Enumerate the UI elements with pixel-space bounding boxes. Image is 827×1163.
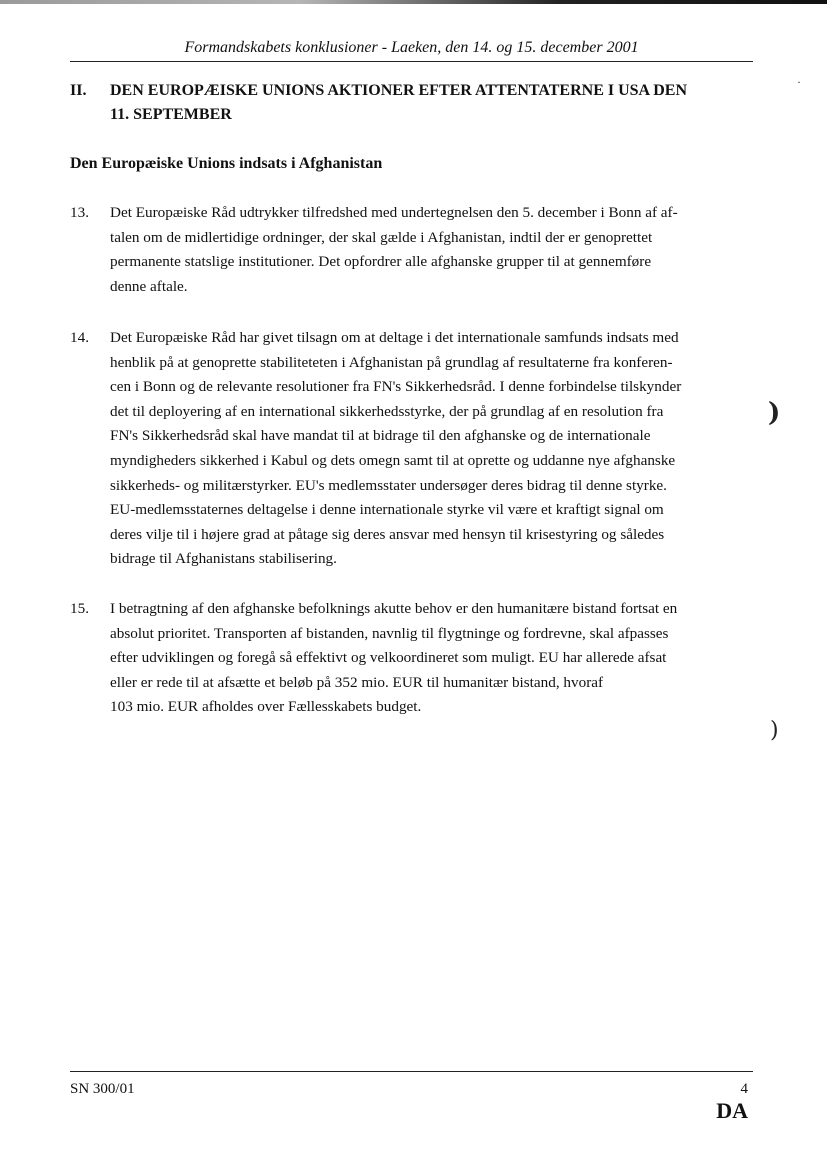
paragraph-line: sikkerheds- og militærstyrker. EU's medlemsstater undersøger deres bidrag til denne styrke. [110, 476, 667, 494]
language-code: DA [716, 1098, 748, 1123]
paragraph-line: I betragtning af den afghanske befolknings akutte behov er den humanitære bistand fortsat en [110, 600, 678, 617]
paragraph-line: 103 mio. EUR afholdes over Fællesskabets budget. [110, 698, 422, 716]
paragraph-line: henblik på at genoprette stabiliteteten i Afghanistan på grundlag af resultaterne fra konferen- [110, 353, 673, 371]
section-number: II. [70, 82, 87, 99]
scan-mark-bracket-small: ) [770, 718, 779, 743]
paragraph-13 [110, 201, 754, 299]
scan-top-border [0, 0, 827, 4]
scan-mark-bracket: ) [768, 398, 781, 428]
paragraph-line: EU-medlemsstaternes deltagelse i denne internationale styrke vil være et kraftigt signal om [110, 501, 664, 519]
paragraph-line: Det Europæiske Råd udtrykker tilfredshed med undertegnelsen den 5. december i Bonn af af- [110, 204, 678, 221]
paragraph-line: efter udviklingen og foregå så effektivt og velkoordineret som muligt. EU har allerede afsat [110, 649, 667, 667]
paragraph-line: det til deployering af en international sikkerhedsstyrke, der på grundlag af en resolution fra [110, 402, 664, 420]
paragraph-line: absolut prioritet. Transporten af bistanden, navnlig til flygtninge og fordrevne, skal afpasses [110, 624, 669, 642]
paragraph-14 [110, 326, 754, 572]
paragraph-number: 15. [70, 600, 89, 617]
header-rule [70, 61, 753, 62]
section-title [110, 79, 750, 127]
page-number: 4 [740, 1081, 748, 1097]
paragraph-line: permanente statslige institutioner. Det opfordrer alle afghanske grupper til at gennemføre [110, 253, 652, 271]
paragraph-line: myndigheders sikkerhed i Kabul og dets omegn samt til at oprette og uddanne nye afghanske [110, 451, 676, 469]
section-title-line-2: 11. SEPTEMBER [110, 106, 232, 123]
scan-mark-dot: ˙ [796, 80, 802, 94]
paragraph-line: cen i Bonn og de relevante resolutioner fra FN's Sikkerhedsråd. I denne forbindelse tilskynder [110, 378, 682, 396]
section-title-line-1: DEN EUROPÆISKE UNIONS AKTIONER EFTER ATTENTATERNE I USA DEN [110, 82, 688, 99]
paragraph-number: 14. [70, 329, 89, 346]
paragraph-line: bidrage til Afghanistans stabilisering. [110, 550, 337, 568]
paragraph-line: eller er rede til at afsætte et beløb på 352 mio. EUR til humanitær bistand, hvoraf [110, 673, 604, 691]
paragraph-number: 13. [70, 204, 89, 221]
page-header: Formandskabets konklusioner - Laeken, den 14. og 15. december 2001 [184, 39, 639, 56]
paragraph-15 [110, 597, 754, 720]
document-reference: SN 300/01 [70, 1081, 135, 1097]
paragraph-line: deres vilje til i højere grad at påtage sig deres ansvar med hensyn til krisestyring og således [110, 525, 665, 543]
subheading: Den Europæiske Unions indsats i Afghanistan [70, 155, 383, 172]
footer-rule [70, 1071, 753, 1072]
paragraph-line: denne aftale. [110, 277, 188, 295]
paragraph-line: FN's Sikkerhedsråd skal have mandat til at bidrage til den afghanske og de internationale [110, 427, 651, 445]
paragraph-line: Det Europæiske Råd har givet tilsagn om at deltage i det internationale samfunds indsats med [110, 329, 679, 346]
paragraph-line: talen om de midlertidige ordninger, der skal gælde i Afghanistan, indtil der er genoprettet [110, 228, 653, 246]
